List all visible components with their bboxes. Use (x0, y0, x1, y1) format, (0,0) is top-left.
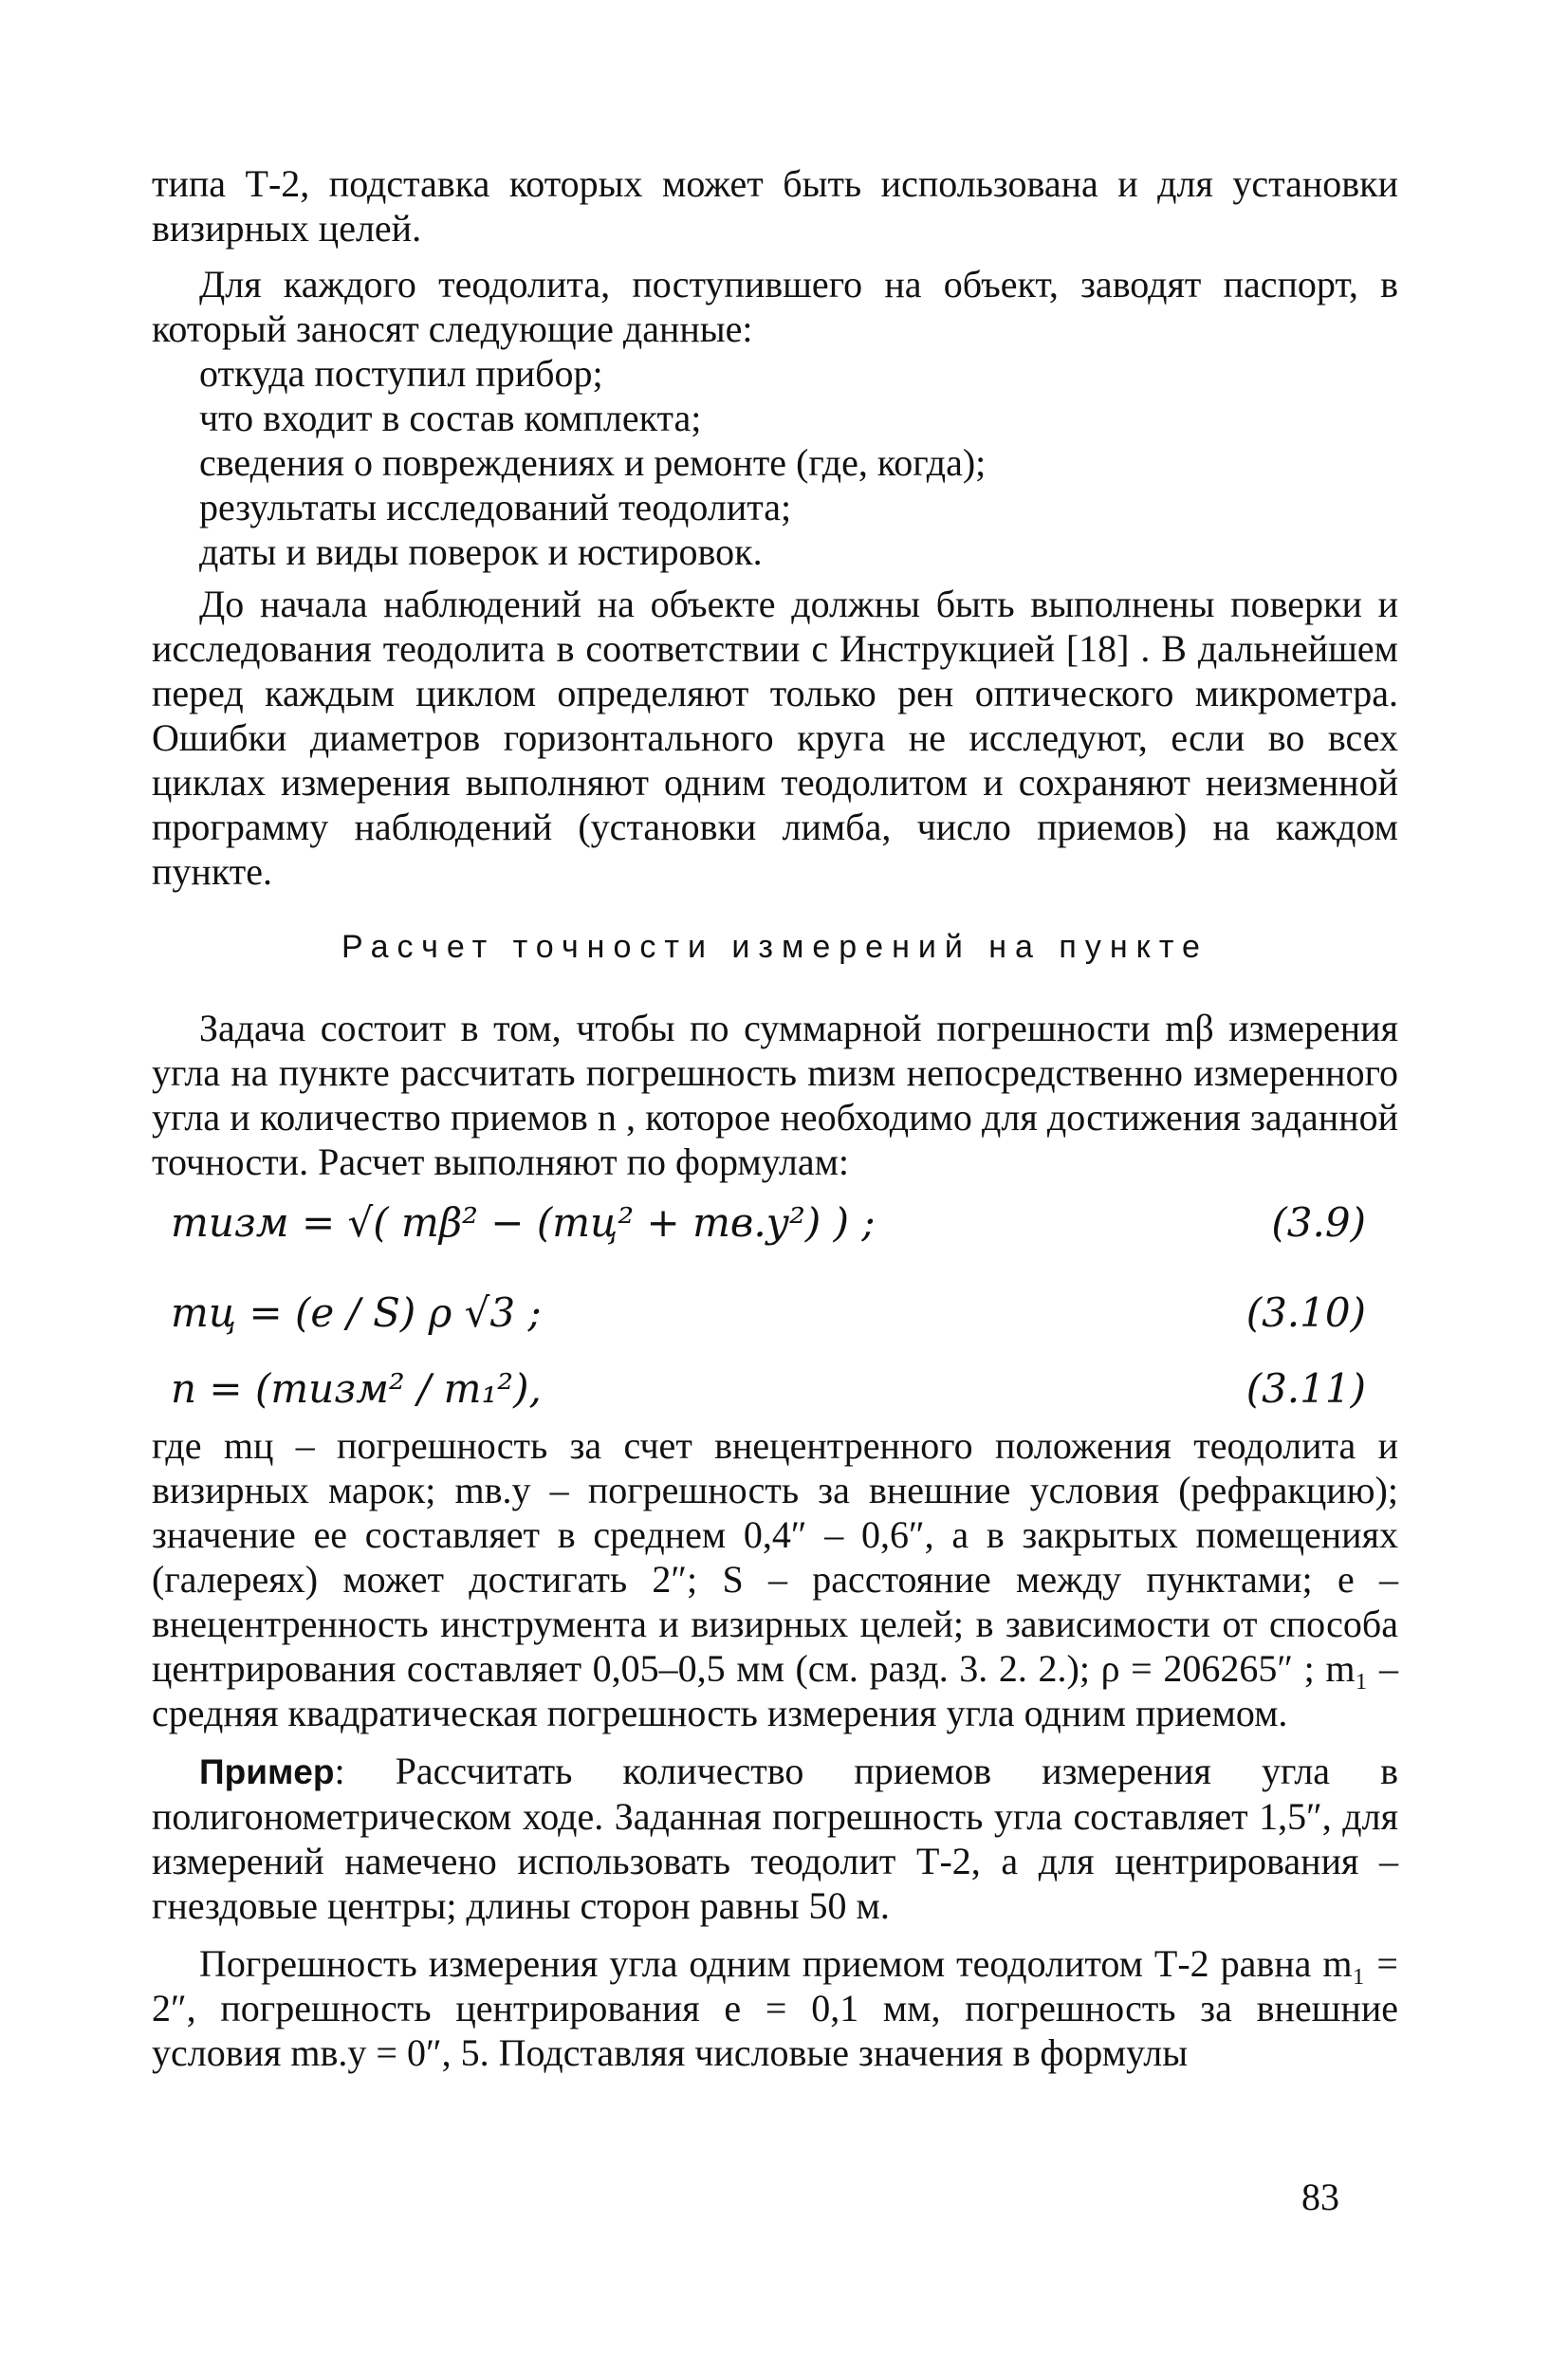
list-item: даты и виды поверок и юстировок. (199, 530, 763, 573)
list-item: откуда поступил прибор; (199, 352, 603, 395)
body-text-task (152, 1006, 1398, 1184)
paragraph-passport-intro: Для каждого теодолита, поступившего на объект, заводят паспорт, в который заносят следующие данные: (152, 263, 1398, 350)
list-item: что входит в состав комплекта; (199, 397, 702, 439)
formula-expression: mизм = √( mβ² − (mц² + mв.у²) ) ; (171, 1199, 876, 1246)
example-text: : Рассчитать количество приемов измерения угла в полигонометрическом ходе. Заданная погрешность угла составляет 1,5″, для измерений намечено использовать теодолит Т-2, а для центрирования – гнездовые центры; длины сторон равны 50 м. (152, 1750, 1398, 1927)
page-number: 83 (1301, 2176, 1339, 2218)
example-label: Пример (199, 1752, 335, 1791)
paragraph-example (152, 1749, 1398, 1928)
formula-expression: n = (mизм² / m₁²), (171, 1365, 542, 1412)
section-heading: Расчет точности измерений на пункте (341, 929, 1208, 965)
paragraph-last: Погрешность измерения угла одним приемом теодолитом Т-2 равна m₁ = 2″, погрешность центрирования e = 0,1 мм, погрешность за внешние условия mв.у = 0″, 5. Подставляя числовые значения в формулы (152, 1942, 1398, 2074)
paragraph-task: Задача состоит в том, чтобы по суммарной погрешности mβ измерения угла на пункте рассчитать погрешность mизм непосредственно измеренного угла и количество приемов n , которое необходимо для достижения заданной точности. Расчет выполняют по формулам: (152, 1007, 1398, 1183)
paragraph-top: типа Т-2, подставка которых может быть использована и для установки визирных целей. (152, 162, 1398, 250)
formula-number: (3.9) (1271, 1199, 1366, 1246)
passport-list (152, 351, 1398, 574)
formula-3-9 (171, 1200, 1394, 1257)
list-item: сведения о повреждениях и ремонте (где, когда); (199, 441, 987, 484)
list-item: результаты исследований теодолита; (199, 486, 792, 528)
body-text-upper (152, 161, 1398, 894)
paragraph-where: где mц – погрешность за счет внецентренного положения теодолита и визирных марок; mв.у – погрешность за внешние условия (рефракцию); значение ее составляет в среднем 0,4″ – 0,6″, а в закрытых помещениях (галереях) может достигать 2″; S – расстояние между пунктами; e – внецентренность инструмента и визирных целей; в зависимости от способа центрирования составляет 0,05–0,5 мм (см. разд. 3. 2. 2.); ρ = 206265″ ; m₁ – средняя квадратическая погрешность измерения угла одним приемом. (152, 1424, 1398, 1734)
body-text-lower (152, 1423, 1398, 2075)
formula-expression: mц = (e / S) ρ √3 ; (171, 1289, 542, 1336)
formula-3-10 (171, 1290, 1394, 1347)
paragraph-before-observations: До начала наблюдений на объекте должны быть выполнены поверки и исследования теодолита в соответствии с Инструкцией [18] . В дальнейшем перед каждым циклом определяют только рен оптического микрометра. Ошибки диаметров горизонтального круга не исследуют, если во всех циклах измерения выполняют одним теодолитом и сохраняют неизменной программу наблюдений (установки лимба, число приемов) на каждом пункте. (152, 583, 1398, 893)
formula-number: (3.10) (1245, 1289, 1366, 1336)
formula-3-11 (171, 1366, 1394, 1423)
formula-number: (3.11) (1245, 1365, 1366, 1412)
